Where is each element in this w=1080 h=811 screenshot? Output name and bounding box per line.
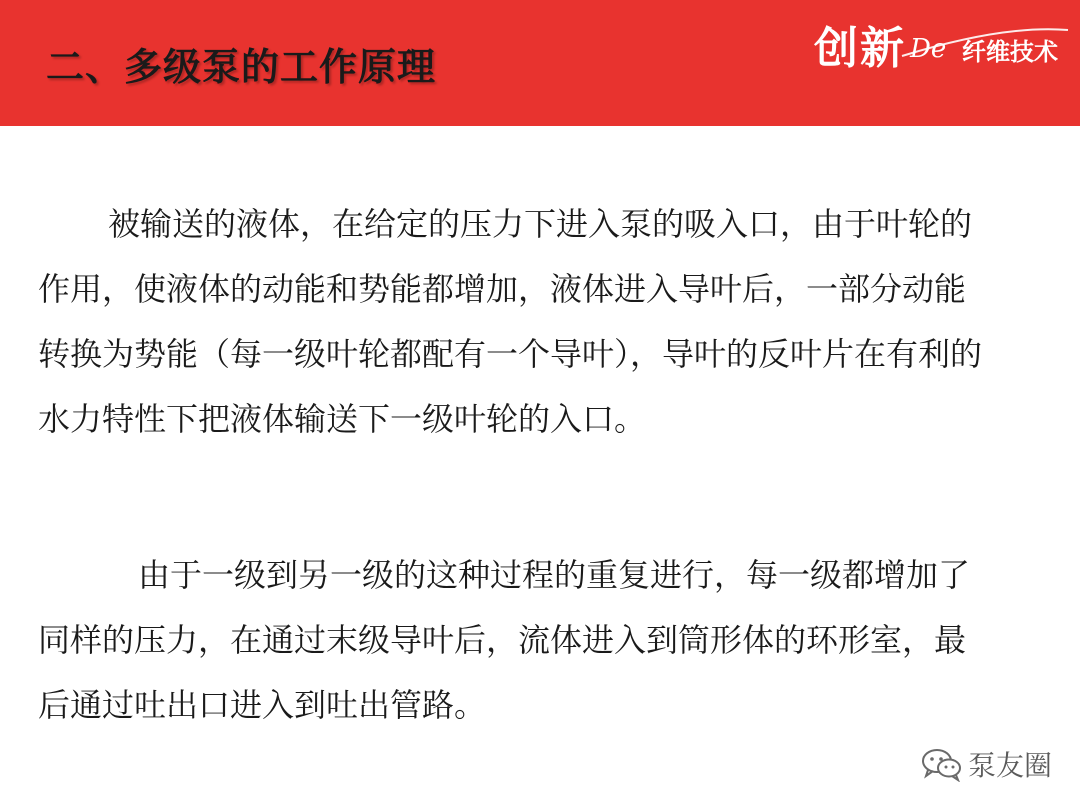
- paragraph-2-text: 由于一级到另一级的这种过程的重复进行，每一级都增加了同样的压力，在通过末级导叶后，流体进入到筒形体的环形室，最后通过吐出口进入到吐出管路。: [38, 556, 971, 724]
- logo-brand-main: 创新: [814, 23, 906, 74]
- logo-brand-sub: 纤维技术: [962, 38, 1058, 66]
- paragraph-2: [38, 543, 988, 738]
- paragraph-1-text: 被输送的液体，在给定的压力下进入泵的吸入口，由于叶轮的作用，使液体的动能和势能都增加，液体进入导叶后，一部分动能转换为势能（每一级叶轮都配有一个导叶），导叶的反叶片在有利的水力特性下把液体输送下一级叶轮的入口。: [38, 205, 983, 438]
- paragraph-1: [38, 192, 988, 452]
- watermark-text: 泵友圈: [968, 749, 1053, 782]
- page-title: 二、多级泵的工作原理: [46, 45, 437, 89]
- title-banner: [0, 0, 1080, 126]
- wechat-watermark: [920, 744, 1052, 784]
- logo-brand-script: De: [910, 34, 947, 64]
- wechat-icon: [920, 746, 964, 782]
- brand-logo: [810, 8, 1072, 78]
